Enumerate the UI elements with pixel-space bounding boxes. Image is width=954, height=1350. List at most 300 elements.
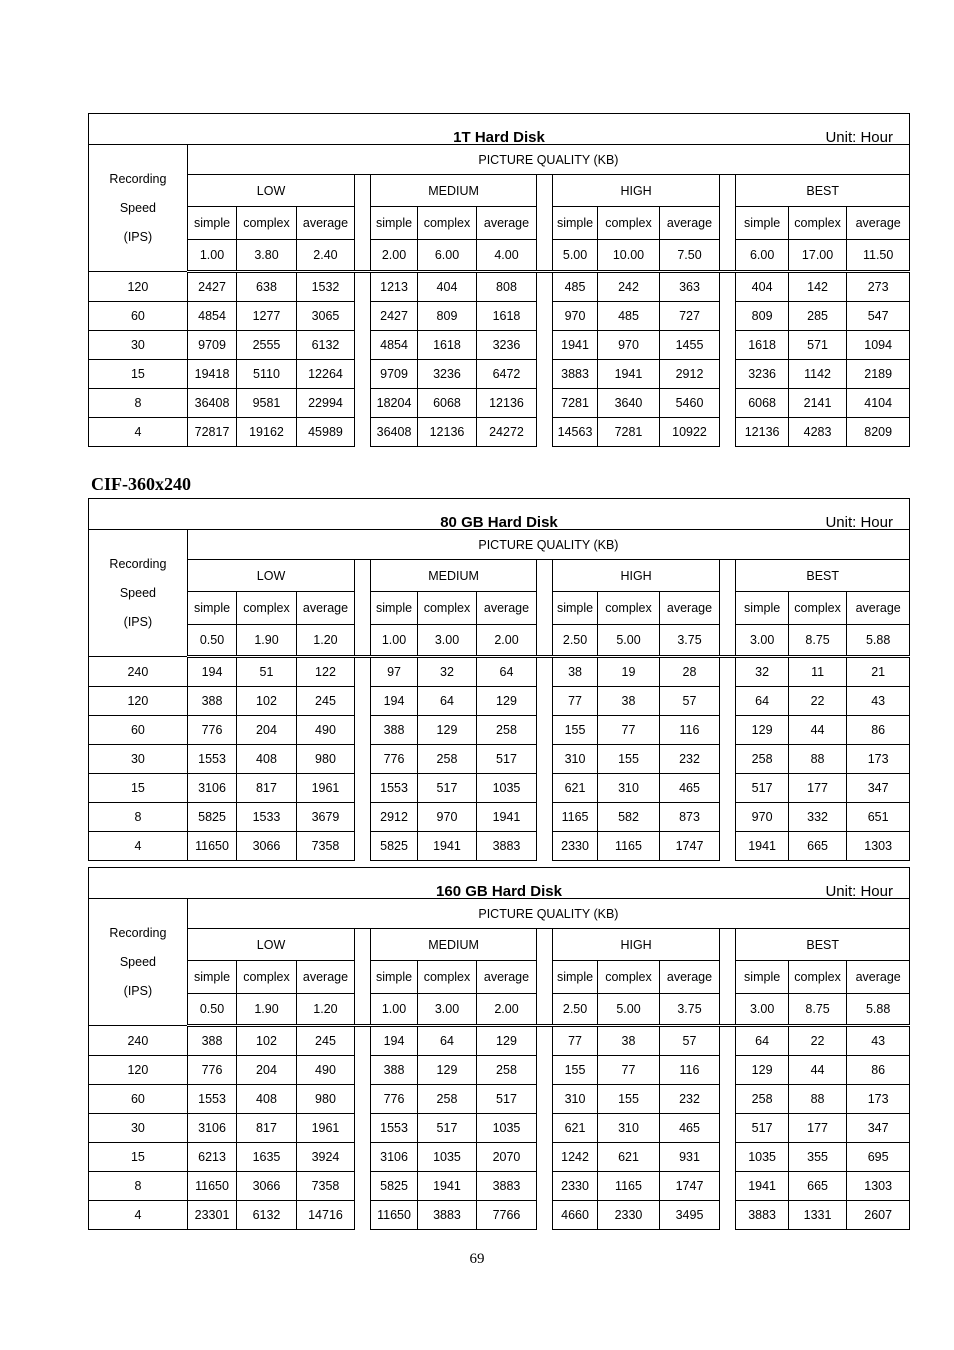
hours-cell: 88 xyxy=(788,1085,846,1114)
hours-cell: 980 xyxy=(296,1085,354,1114)
group-separator xyxy=(355,1056,371,1085)
picture-size-cell: 3.00 xyxy=(417,994,477,1026)
hours-cell: 1303 xyxy=(847,832,910,861)
hours-cell: 727 xyxy=(659,302,720,331)
group-separator xyxy=(355,389,371,418)
hours-cell: 465 xyxy=(659,1114,720,1143)
hours-cell: 1532 xyxy=(296,272,354,302)
hours-cell: 388 xyxy=(371,716,417,745)
hours-cell: 547 xyxy=(847,302,910,331)
hours-cell: 1747 xyxy=(659,1172,720,1201)
group-separator xyxy=(720,832,736,861)
hours-cell: 1941 xyxy=(736,832,788,861)
sub-label-simple: simple xyxy=(371,207,417,240)
hours-cell: 43 xyxy=(847,1026,910,1056)
hours-cell: 1165 xyxy=(598,832,660,861)
hours-cell: 285 xyxy=(788,302,846,331)
hours-cell: 332 xyxy=(788,803,846,832)
hours-cell: 97 xyxy=(371,657,417,687)
hours-cell: 2912 xyxy=(659,360,720,389)
hours-cell: 1941 xyxy=(552,331,597,360)
speed-header-line: Recording xyxy=(109,556,167,571)
quality-level-medium: MEDIUM xyxy=(371,175,536,207)
sub-label-average: average xyxy=(659,592,720,625)
group-separator xyxy=(720,994,736,1026)
picture-size-cell: 2.00 xyxy=(477,994,537,1026)
hours-cell: 1142 xyxy=(788,360,846,389)
sub-label-simple: simple xyxy=(187,961,236,994)
sub-label-average: average xyxy=(847,961,910,994)
picture-size-cell: 1.20 xyxy=(296,625,354,657)
speed-header-line: (IPS) xyxy=(123,983,153,998)
hours-cell: 11650 xyxy=(371,1201,417,1230)
picture-size-cell: 5.00 xyxy=(552,240,597,272)
hours-cell: 36408 xyxy=(371,418,417,447)
table-row xyxy=(89,331,910,360)
hours-cell: 873 xyxy=(659,803,720,832)
speed-cell: 8 xyxy=(89,389,188,418)
hours-cell: 582 xyxy=(598,803,660,832)
hours-cell: 245 xyxy=(296,687,354,716)
hours-cell: 12264 xyxy=(296,360,354,389)
hours-cell: 14563 xyxy=(552,418,597,447)
hours-cell: 36408 xyxy=(187,389,236,418)
group-separator xyxy=(536,929,552,961)
hours-cell: 1961 xyxy=(296,774,354,803)
hours-cell: 3495 xyxy=(659,1201,720,1230)
group-separator xyxy=(720,272,736,302)
hours-cell: 1553 xyxy=(187,745,236,774)
table-row xyxy=(89,1056,910,1085)
hours-cell: 72817 xyxy=(187,418,236,447)
sub-label-complex: complex xyxy=(237,961,297,994)
sub-label-simple: simple xyxy=(187,592,236,625)
speed-cell: 30 xyxy=(89,331,188,360)
sub-label-complex: complex xyxy=(417,592,477,625)
picture-quality-row xyxy=(89,530,910,560)
hours-cell: 2189 xyxy=(847,360,910,389)
hours-cell: 5460 xyxy=(659,389,720,418)
table-row xyxy=(89,1201,910,1230)
hours-cell: 7281 xyxy=(552,389,597,418)
hours-cell: 363 xyxy=(659,272,720,302)
table-title-row xyxy=(89,868,910,899)
hours-cell: 1035 xyxy=(477,774,537,803)
hours-cell: 12136 xyxy=(736,418,788,447)
hours-cell: 980 xyxy=(296,745,354,774)
hours-cell: 77 xyxy=(598,716,660,745)
quality-level-best: BEST xyxy=(736,560,910,592)
group-separator xyxy=(536,803,552,832)
group-separator xyxy=(536,272,552,302)
sub-label-complex: complex xyxy=(417,207,477,240)
hours-cell: 77 xyxy=(598,1056,660,1085)
sub-label-simple: simple xyxy=(552,207,597,240)
picture-size-cell: 2.50 xyxy=(552,994,597,1026)
hours-cell: 517 xyxy=(477,1085,537,1114)
table-row xyxy=(89,272,910,302)
hours-cell: 4854 xyxy=(187,302,236,331)
hours-cell: 1094 xyxy=(847,331,910,360)
hours-cell: 517 xyxy=(736,774,788,803)
hours-cell: 665 xyxy=(788,1172,846,1201)
hours-cell: 142 xyxy=(788,272,846,302)
hours-cell: 808 xyxy=(477,272,537,302)
hours-cell: 2141 xyxy=(788,389,846,418)
hours-cell: 77 xyxy=(552,687,597,716)
hours-cell: 1553 xyxy=(371,1114,417,1143)
sub-label-complex: complex xyxy=(237,592,297,625)
hours-cell: 465 xyxy=(659,774,720,803)
hours-cell: 817 xyxy=(237,774,297,803)
table-row xyxy=(89,1143,910,1172)
sub-label-average: average xyxy=(477,592,537,625)
table-row xyxy=(89,302,910,331)
hours-cell: 232 xyxy=(659,1085,720,1114)
hours-cell: 5825 xyxy=(187,803,236,832)
hours-cell: 517 xyxy=(736,1114,788,1143)
group-separator xyxy=(355,207,371,240)
hours-cell: 388 xyxy=(371,1056,417,1085)
table-title-cell xyxy=(89,868,910,899)
hours-cell: 44 xyxy=(788,716,846,745)
hours-cell: 517 xyxy=(477,745,537,774)
group-separator xyxy=(536,302,552,331)
table-row xyxy=(89,1114,910,1143)
group-separator xyxy=(720,1114,736,1143)
group-separator xyxy=(536,331,552,360)
hours-cell: 194 xyxy=(371,687,417,716)
group-separator xyxy=(720,331,736,360)
hours-cell: 1941 xyxy=(736,1172,788,1201)
sub-label-average: average xyxy=(477,961,537,994)
hours-cell: 57 xyxy=(659,687,720,716)
hours-cell: 2330 xyxy=(598,1201,660,1230)
hours-cell: 1635 xyxy=(237,1143,297,1172)
picture-size-cell: 0.50 xyxy=(187,994,236,1026)
hours-cell: 7358 xyxy=(296,832,354,861)
hours-cell: 258 xyxy=(736,745,788,774)
hours-cell: 19162 xyxy=(237,418,297,447)
sub-label-complex: complex xyxy=(417,961,477,994)
hours-cell: 173 xyxy=(847,745,910,774)
group-separator xyxy=(355,331,371,360)
group-separator xyxy=(720,1201,736,1230)
sub-label-complex: complex xyxy=(237,207,297,240)
group-separator xyxy=(355,625,371,657)
hours-cell: 1961 xyxy=(296,1114,354,1143)
group-separator xyxy=(536,560,552,592)
group-separator xyxy=(355,592,371,625)
sub-label-average: average xyxy=(659,207,720,240)
hours-cell: 970 xyxy=(417,803,477,832)
sub-label-average: average xyxy=(296,207,354,240)
speed-header-line: Speed xyxy=(119,954,156,969)
picture-size-cell: 5.00 xyxy=(598,625,660,657)
sub-label-average: average xyxy=(296,592,354,625)
hours-cell: 5825 xyxy=(371,832,417,861)
hours-cell: 18204 xyxy=(371,389,417,418)
group-separator xyxy=(355,832,371,861)
group-separator xyxy=(720,625,736,657)
group-separator xyxy=(720,1172,736,1201)
sub-label-complex: complex xyxy=(598,961,660,994)
hours-cell: 3640 xyxy=(598,389,660,418)
hours-cell: 232 xyxy=(659,745,720,774)
group-separator xyxy=(536,1143,552,1172)
table-row xyxy=(89,1172,910,1201)
hours-cell: 3106 xyxy=(371,1143,417,1172)
hours-cell: 64 xyxy=(736,687,788,716)
page-number: 69 xyxy=(469,1251,485,1267)
table-title-row xyxy=(89,114,910,145)
hours-cell: 2912 xyxy=(371,803,417,832)
group-separator xyxy=(720,774,736,803)
picture-size-cell: 6.00 xyxy=(736,240,788,272)
hours-cell: 3066 xyxy=(237,832,297,861)
hours-cell: 45989 xyxy=(296,418,354,447)
group-separator xyxy=(536,389,552,418)
sub-label-simple: simple xyxy=(187,207,236,240)
hours-cell: 38 xyxy=(552,657,597,687)
hours-cell: 5825 xyxy=(371,1172,417,1201)
hours-cell: 64 xyxy=(736,1026,788,1056)
hours-cell: 86 xyxy=(847,716,910,745)
group-separator xyxy=(355,1201,371,1230)
speed-cell: 60 xyxy=(89,1085,188,1114)
quality-level-row xyxy=(89,175,910,207)
group-separator xyxy=(536,774,552,803)
hours-cell: 6068 xyxy=(736,389,788,418)
speed-cell: 4 xyxy=(89,832,188,861)
speed-cell: 15 xyxy=(89,774,188,803)
group-separator xyxy=(355,745,371,774)
group-separator xyxy=(536,1201,552,1230)
hours-cell: 490 xyxy=(296,1056,354,1085)
group-separator xyxy=(536,1114,552,1143)
sub-label-complex: complex xyxy=(788,961,846,994)
group-separator xyxy=(536,687,552,716)
group-separator xyxy=(355,302,371,331)
group-separator xyxy=(720,716,736,745)
recording-speed-header xyxy=(89,899,188,1026)
hours-cell: 23301 xyxy=(187,1201,236,1230)
hours-cell: 245 xyxy=(296,1026,354,1056)
hours-cell: 6472 xyxy=(477,360,537,389)
hours-cell: 242 xyxy=(598,272,660,302)
group-separator xyxy=(720,240,736,272)
hours-cell: 3924 xyxy=(296,1143,354,1172)
hours-cell: 404 xyxy=(417,272,477,302)
hours-cell: 1941 xyxy=(417,1172,477,1201)
hours-cell: 177 xyxy=(788,1114,846,1143)
hours-cell: 32 xyxy=(417,657,477,687)
hours-cell: 6132 xyxy=(237,1201,297,1230)
group-separator xyxy=(355,687,371,716)
hours-cell: 1242 xyxy=(552,1143,597,1172)
picture-quality-label: PICTURE QUALITY (KB) xyxy=(187,145,909,175)
sub-label-simple: simple xyxy=(371,592,417,625)
group-separator xyxy=(720,360,736,389)
picture-size-row xyxy=(89,625,910,657)
hours-cell: 32 xyxy=(736,657,788,687)
group-separator xyxy=(720,745,736,774)
speed-header-line: (IPS) xyxy=(123,614,153,629)
hours-cell: 2330 xyxy=(552,832,597,861)
speed-header-line: Speed xyxy=(119,585,156,600)
hours-cell: 43 xyxy=(847,687,910,716)
hours-cell: 7766 xyxy=(477,1201,537,1230)
hours-cell: 1035 xyxy=(477,1114,537,1143)
group-separator xyxy=(536,745,552,774)
speed-cell: 120 xyxy=(89,1056,188,1085)
hours-cell: 355 xyxy=(788,1143,846,1172)
hours-cell: 651 xyxy=(847,803,910,832)
group-separator xyxy=(355,418,371,447)
sub-label-row xyxy=(89,961,910,994)
table-row xyxy=(89,657,910,687)
picture-size-cell: 5.00 xyxy=(598,994,660,1026)
hours-cell: 485 xyxy=(552,272,597,302)
hours-cell: 9709 xyxy=(371,360,417,389)
group-separator xyxy=(355,803,371,832)
hours-cell: 1941 xyxy=(417,832,477,861)
sub-label-average: average xyxy=(296,961,354,994)
hours-cell: 28 xyxy=(659,657,720,687)
hours-cell: 1165 xyxy=(598,1172,660,1201)
hours-cell: 776 xyxy=(371,745,417,774)
sub-label-row xyxy=(89,207,910,240)
hours-cell: 388 xyxy=(187,1026,236,1056)
hours-cell: 1331 xyxy=(788,1201,846,1230)
picture-size-cell: 2.50 xyxy=(552,625,597,657)
quality-level-best: BEST xyxy=(736,929,910,961)
table-title-cell xyxy=(89,499,910,530)
picture-quality-label: PICTURE QUALITY (KB) xyxy=(187,530,909,560)
hours-cell: 621 xyxy=(552,774,597,803)
hours-cell: 1165 xyxy=(552,803,597,832)
hours-cell: 490 xyxy=(296,716,354,745)
group-separator xyxy=(536,175,552,207)
hours-cell: 116 xyxy=(659,716,720,745)
hours-cell: 6213 xyxy=(187,1143,236,1172)
hours-cell: 102 xyxy=(237,1026,297,1056)
picture-size-cell: 5.88 xyxy=(847,994,910,1026)
hours-cell: 10922 xyxy=(659,418,720,447)
group-separator xyxy=(536,207,552,240)
hours-cell: 2427 xyxy=(187,272,236,302)
picture-size-cell: 1.90 xyxy=(237,994,297,1026)
sub-label-simple: simple xyxy=(552,592,597,625)
hours-cell: 970 xyxy=(598,331,660,360)
group-separator xyxy=(720,657,736,687)
group-separator xyxy=(720,687,736,716)
hours-cell: 1035 xyxy=(417,1143,477,1172)
speed-cell: 8 xyxy=(89,803,188,832)
group-separator xyxy=(536,360,552,389)
hours-cell: 258 xyxy=(417,745,477,774)
hours-cell: 695 xyxy=(847,1143,910,1172)
group-separator xyxy=(355,240,371,272)
picture-quality-row xyxy=(89,899,910,929)
group-separator xyxy=(720,207,736,240)
hours-cell: 273 xyxy=(847,272,910,302)
group-separator xyxy=(536,1085,552,1114)
group-separator xyxy=(720,1026,736,1056)
table-row xyxy=(89,745,910,774)
hours-cell: 2427 xyxy=(371,302,417,331)
hours-cell: 3065 xyxy=(296,302,354,331)
hours-cell: 7358 xyxy=(296,1172,354,1201)
hours-cell: 5110 xyxy=(237,360,297,389)
hours-cell: 4283 xyxy=(788,418,846,447)
speed-header-line: (IPS) xyxy=(123,229,153,244)
hours-cell: 1618 xyxy=(477,302,537,331)
hours-cell: 1303 xyxy=(847,1172,910,1201)
picture-size-cell: 3.00 xyxy=(417,625,477,657)
hours-cell: 1618 xyxy=(417,331,477,360)
picture-size-cell: 11.50 xyxy=(847,240,910,272)
hours-cell: 194 xyxy=(187,657,236,687)
group-separator xyxy=(720,803,736,832)
picture-size-row xyxy=(89,240,910,272)
picture-size-cell: 1.00 xyxy=(187,240,236,272)
hours-cell: 2330 xyxy=(552,1172,597,1201)
quality-level-row xyxy=(89,560,910,592)
hours-cell: 258 xyxy=(417,1085,477,1114)
picture-size-cell: 1.20 xyxy=(296,994,354,1026)
table-title: 160 GB Hard Disk xyxy=(436,883,562,899)
picture-size-cell: 2.00 xyxy=(371,240,417,272)
sub-label-average: average xyxy=(477,207,537,240)
hours-cell: 12136 xyxy=(417,418,477,447)
hours-cell: 809 xyxy=(736,302,788,331)
hours-cell: 129 xyxy=(417,1056,477,1085)
quality-level-high: HIGH xyxy=(552,929,719,961)
unit-label: Unit: Hour xyxy=(825,883,893,899)
picture-size-cell: 0.50 xyxy=(187,625,236,657)
group-separator xyxy=(536,240,552,272)
hours-cell: 4854 xyxy=(371,331,417,360)
picture-size-cell: 2.00 xyxy=(477,625,537,657)
picture-size-cell: 8.75 xyxy=(788,625,846,657)
group-separator xyxy=(536,418,552,447)
hours-cell: 1747 xyxy=(659,832,720,861)
group-separator xyxy=(536,592,552,625)
hours-cell: 1941 xyxy=(477,803,537,832)
hours-cell: 776 xyxy=(187,716,236,745)
group-separator xyxy=(536,961,552,994)
group-separator xyxy=(536,994,552,1026)
sub-label-simple: simple xyxy=(736,207,788,240)
sub-label-average: average xyxy=(847,207,910,240)
hours-cell: 155 xyxy=(598,1085,660,1114)
speed-cell: 8 xyxy=(89,1172,188,1201)
hours-cell: 3066 xyxy=(237,1172,297,1201)
hours-cell: 970 xyxy=(552,302,597,331)
hours-cell: 64 xyxy=(417,1026,477,1056)
table-row xyxy=(89,774,910,803)
quality-level-low: LOW xyxy=(187,929,354,961)
speed-cell: 30 xyxy=(89,745,188,774)
group-separator xyxy=(720,560,736,592)
hours-cell: 776 xyxy=(371,1085,417,1114)
hours-cell: 310 xyxy=(552,745,597,774)
hours-cell: 1553 xyxy=(187,1085,236,1114)
sub-label-complex: complex xyxy=(598,592,660,625)
hours-cell: 1618 xyxy=(736,331,788,360)
hours-cell: 3883 xyxy=(417,1201,477,1230)
